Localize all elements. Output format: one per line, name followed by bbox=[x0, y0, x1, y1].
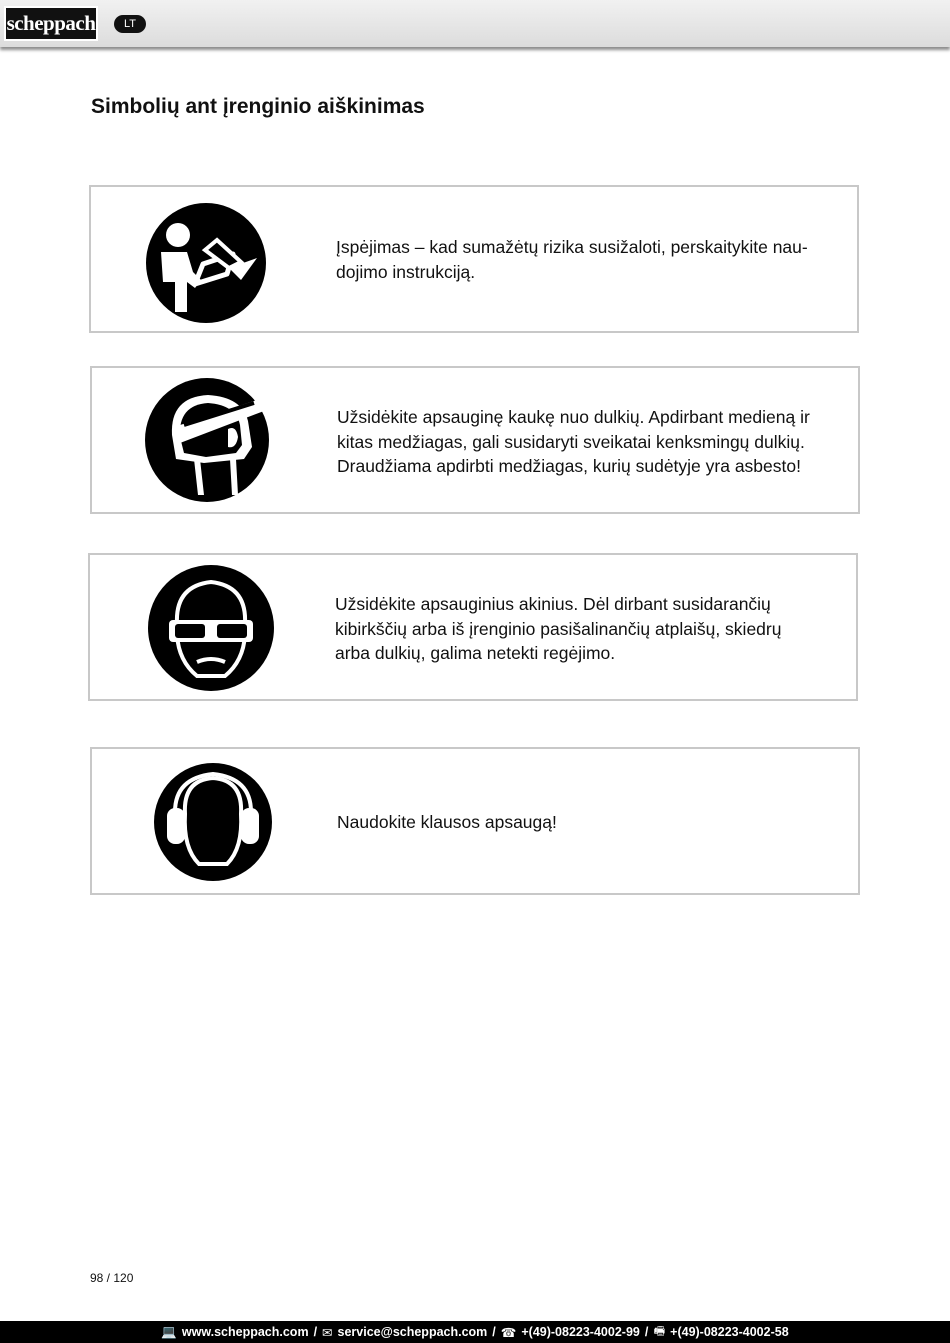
footer-fax: +(49)-08223-4002-58 bbox=[670, 1325, 789, 1339]
footer-separator: / bbox=[313, 1325, 318, 1339]
symbol-box-safety-goggles bbox=[88, 553, 858, 701]
safety-goggles-icon bbox=[147, 564, 275, 692]
read-manual-icon bbox=[145, 202, 267, 324]
dust-mask-icon bbox=[144, 377, 270, 503]
footer-website[interactable]: www.scheppach.com bbox=[181, 1325, 309, 1339]
email-icon: ✉ bbox=[322, 1325, 333, 1340]
footer-phone[interactable]: +(49)-08223-4002-99 bbox=[521, 1325, 640, 1339]
symbol-box-read-manual bbox=[89, 185, 859, 333]
symbol-box-dust-mask bbox=[90, 366, 860, 514]
phone-icon: ☎ bbox=[500, 1325, 517, 1340]
fax-icon: 🖷 bbox=[653, 1323, 666, 1338]
symbol-text: Užsidėkite apsauginius akinius. Dėl dirbant susidarančių kibirkščių arba iš įrenginio pasišalinančių atplaišų, skiedrų arba dulkių, galima netekti regėjimo. bbox=[335, 594, 782, 663]
page-number: 98 / 120 bbox=[90, 1271, 134, 1285]
symbol-box-ear-protection bbox=[90, 747, 860, 895]
page-header bbox=[0, 0, 950, 47]
footer-separator: / bbox=[644, 1325, 649, 1339]
symbol-text: Įspėjimas – kad sumažėtų rizika susižaloti, perskaitykite nau- dojimo instrukciją. bbox=[336, 237, 808, 282]
computer-icon: 💻 bbox=[161, 1324, 177, 1339]
page-title: Simbolių ant įrenginio aiškinimas bbox=[91, 95, 425, 118]
footer-email[interactable]: service@scheppach.com bbox=[337, 1325, 488, 1339]
page-footer bbox=[0, 1321, 950, 1343]
scheppach-logo: scheppach bbox=[4, 6, 98, 41]
language-badge: LT bbox=[114, 15, 146, 33]
footer-separator: / bbox=[492, 1325, 496, 1339]
symbol-text: Naudokite klausos apsaugą! bbox=[337, 812, 557, 832]
ear-protection-icon bbox=[153, 762, 273, 882]
symbol-text: Užsidėkite apsauginę kaukę nuo dulkių. Apdirbant medieną ir kitas medžiagas, gali susidaryti sveikatai kenksmingų dulkių. Draudžiama apdirbti medžiagas, kurių sudėtyje yra asbesto! bbox=[337, 407, 810, 476]
